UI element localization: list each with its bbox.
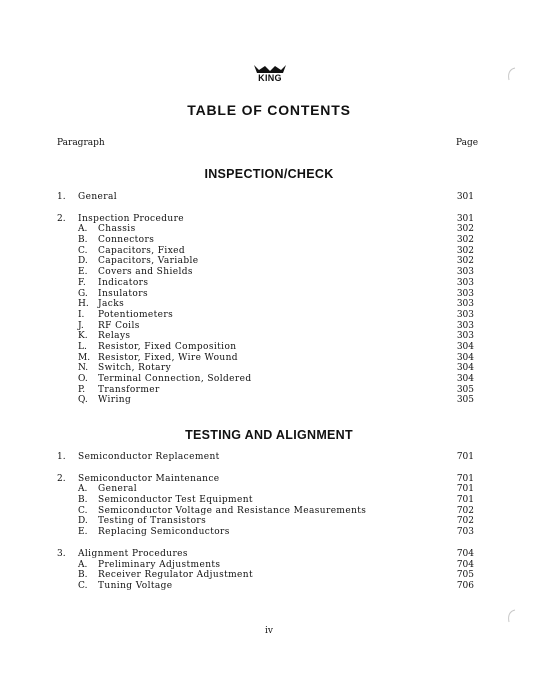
toc-entry-number: D. xyxy=(78,516,88,527)
toc-entry-page: 704 xyxy=(456,559,474,570)
toc-entry xyxy=(0,224,538,235)
toc-entry-label: Preliminary Adjustments xyxy=(98,559,221,570)
toc-entry-number: 2. xyxy=(57,213,66,224)
toc-entry-page: 704 xyxy=(456,548,474,559)
section-title-inspection: INSPECTION/CHECK xyxy=(204,167,334,181)
toc-entry xyxy=(0,246,538,257)
toc-entry-page: 706 xyxy=(456,580,474,591)
toc-entry-number: J. xyxy=(78,320,84,331)
section-title-testing: TESTING AND ALIGNMENT xyxy=(185,428,353,442)
toc-entry-number: 1. xyxy=(57,452,66,462)
toc-entry xyxy=(0,452,538,463)
toc-entry-label: Inspection Procedure xyxy=(78,213,184,224)
toc-entry-number: E. xyxy=(78,267,88,278)
toc-entry-number: G. xyxy=(78,288,88,299)
toc-entry-label: Receiver Regulator Adjustment xyxy=(98,570,253,581)
toc-entry-label: Capacitors, Variable xyxy=(98,256,199,267)
toc-entry xyxy=(0,527,538,538)
toc-entry-number: H. xyxy=(78,299,89,310)
toc-entry-page: 701 xyxy=(456,452,474,462)
toc-entry-page: 304 xyxy=(456,374,474,384)
toc-entry-number: K. xyxy=(78,331,88,342)
column-header-paragraph: Paragraph xyxy=(57,138,105,148)
toc-entry-page: 303 xyxy=(456,309,474,320)
toc-entry-number: 2. xyxy=(57,473,66,484)
toc-entry-page: 304 xyxy=(456,352,474,363)
toc-entry xyxy=(0,235,538,246)
toc-entry xyxy=(0,278,538,289)
toc-entry-page: 303 xyxy=(456,331,474,342)
toc-entry xyxy=(0,581,538,592)
page-number: iv xyxy=(265,626,273,636)
toc-entry xyxy=(0,374,538,385)
toc-entry-number: O. xyxy=(78,374,88,384)
binding-hole-mark-icon xyxy=(505,608,517,624)
toc-entry-label: Indicators xyxy=(98,277,149,288)
king-logo xyxy=(253,64,287,83)
toc-entry-page: 701 xyxy=(456,495,474,506)
toc-entry-number: 1. xyxy=(57,192,66,202)
toc-entry-label: Chassis xyxy=(98,224,136,235)
toc-entry-label: General xyxy=(98,484,137,495)
toc-entry-label: Testing of Transistors xyxy=(98,516,207,527)
toc-entry xyxy=(0,331,538,342)
toc-entry-label: Replacing Semiconductors xyxy=(98,527,230,538)
toc-entry-label: Semiconductor Voltage and Resistance Measurements xyxy=(98,505,367,516)
toc-entry-label: Tuning Voltage xyxy=(98,580,173,591)
toc-entry-number: D. xyxy=(78,256,88,267)
toc-entry-page: 702 xyxy=(456,516,474,527)
toc-entry-page: 305 xyxy=(456,384,474,395)
toc-entry-number: C. xyxy=(78,580,88,591)
toc-entry xyxy=(0,474,538,485)
toc-entry-number: B. xyxy=(78,570,88,581)
toc-entry-number: 3. xyxy=(57,548,66,559)
toc-entry-label: Terminal Connection, Soldered xyxy=(98,374,252,384)
toc-entry-number: C. xyxy=(78,505,88,516)
toc-list-testing xyxy=(0,452,538,592)
toc-entry xyxy=(0,385,538,396)
toc-entry-page: 302 xyxy=(456,224,474,235)
toc-entry xyxy=(0,560,538,571)
toc-entry-page: 303 xyxy=(456,320,474,331)
toc-entry-label: Semiconductor Replacement xyxy=(78,452,220,462)
toc-entry-number: Q. xyxy=(78,395,88,406)
toc-entry-page: 303 xyxy=(456,299,474,310)
toc-entry-page: 703 xyxy=(456,527,474,538)
toc-entry xyxy=(0,495,538,506)
binding-hole-mark-icon xyxy=(505,66,517,82)
toc-entry-label: Alignment Procedures xyxy=(78,548,188,559)
toc-entry xyxy=(0,321,538,332)
toc-entry xyxy=(0,342,538,353)
toc-entry-page: 302 xyxy=(456,256,474,267)
toc-entry xyxy=(0,289,538,300)
toc-entry xyxy=(0,516,538,527)
toc-entry xyxy=(0,267,538,278)
toc-entry-page: 305 xyxy=(456,395,474,406)
toc-entry xyxy=(0,214,538,225)
toc-entry-label: Insulators xyxy=(98,288,148,299)
logo-text: KING xyxy=(258,73,282,83)
toc-entry-number: M. xyxy=(78,352,91,363)
toc-entry-label: Resistor, Fixed, Wire Wound xyxy=(98,352,238,363)
toc-entry xyxy=(0,395,538,406)
toc-entry-label: Resistor, Fixed Composition xyxy=(98,341,237,352)
toc-entry-label: Wiring xyxy=(98,395,132,406)
toc-entry-label: Semiconductor Maintenance xyxy=(78,473,220,484)
toc-entry-number: F. xyxy=(78,277,86,288)
toc-entry-page: 705 xyxy=(456,570,474,581)
toc-entry-number: A. xyxy=(78,224,88,235)
toc-entry-number: B. xyxy=(78,495,88,506)
toc-entry-page: 303 xyxy=(456,288,474,299)
toc-entry-page: 303 xyxy=(456,267,474,278)
toc-entry-number: A. xyxy=(78,484,88,495)
toc-entry-label: Semiconductor Test Equipment xyxy=(98,495,253,506)
toc-entry-page: 303 xyxy=(456,277,474,288)
toc-entry-number: C. xyxy=(78,245,88,256)
toc-entry-page: 701 xyxy=(456,473,474,484)
toc-entry-page: 304 xyxy=(456,363,474,374)
toc-entry-label: Covers and Shields xyxy=(98,267,193,278)
toc-entry xyxy=(0,192,538,203)
toc-entry xyxy=(0,549,538,560)
toc-entry-number: L. xyxy=(78,341,87,352)
toc-entry-page: 304 xyxy=(456,341,474,352)
toc-entry-number: I. xyxy=(78,309,85,320)
toc-entry-page: 302 xyxy=(456,245,474,256)
toc-entry-page: 702 xyxy=(456,505,474,516)
toc-entry xyxy=(0,299,538,310)
toc-entry-number: B. xyxy=(78,235,88,246)
toc-entry-label: Connectors xyxy=(98,235,155,246)
toc-entry-page: 301 xyxy=(456,192,474,202)
toc-list-inspection xyxy=(0,192,538,406)
toc-entry-number: N. xyxy=(78,363,89,374)
toc-entry xyxy=(0,256,538,267)
toc-entry-page: 302 xyxy=(456,235,474,246)
column-header-page: Page xyxy=(456,138,479,148)
toc-entry-label: Transformer xyxy=(98,384,160,395)
toc-entry-label: Jacks xyxy=(98,299,125,310)
toc-entry xyxy=(0,506,538,517)
toc-entry-number: P. xyxy=(78,384,86,395)
toc-entry-label: RF Coils xyxy=(98,320,140,331)
toc-entry-label: Switch, Rotary xyxy=(98,363,172,374)
toc-entry-page: 701 xyxy=(456,484,474,495)
toc-entry xyxy=(0,353,538,364)
toc-entry xyxy=(0,363,538,374)
toc-entry xyxy=(0,484,538,495)
toc-entry xyxy=(0,310,538,321)
toc-entry-number: E. xyxy=(78,527,88,538)
toc-entry-label: Relays xyxy=(98,331,131,342)
toc-entry-page: 301 xyxy=(456,213,474,224)
toc-entry-label: Potentiometers xyxy=(98,309,174,320)
page-title: TABLE OF CONTENTS xyxy=(187,102,351,118)
toc-entry xyxy=(0,570,538,581)
toc-entry-number: A. xyxy=(78,559,88,570)
toc-entry-label: Capacitors, Fixed xyxy=(98,245,186,256)
toc-entry-label: General xyxy=(78,192,117,202)
